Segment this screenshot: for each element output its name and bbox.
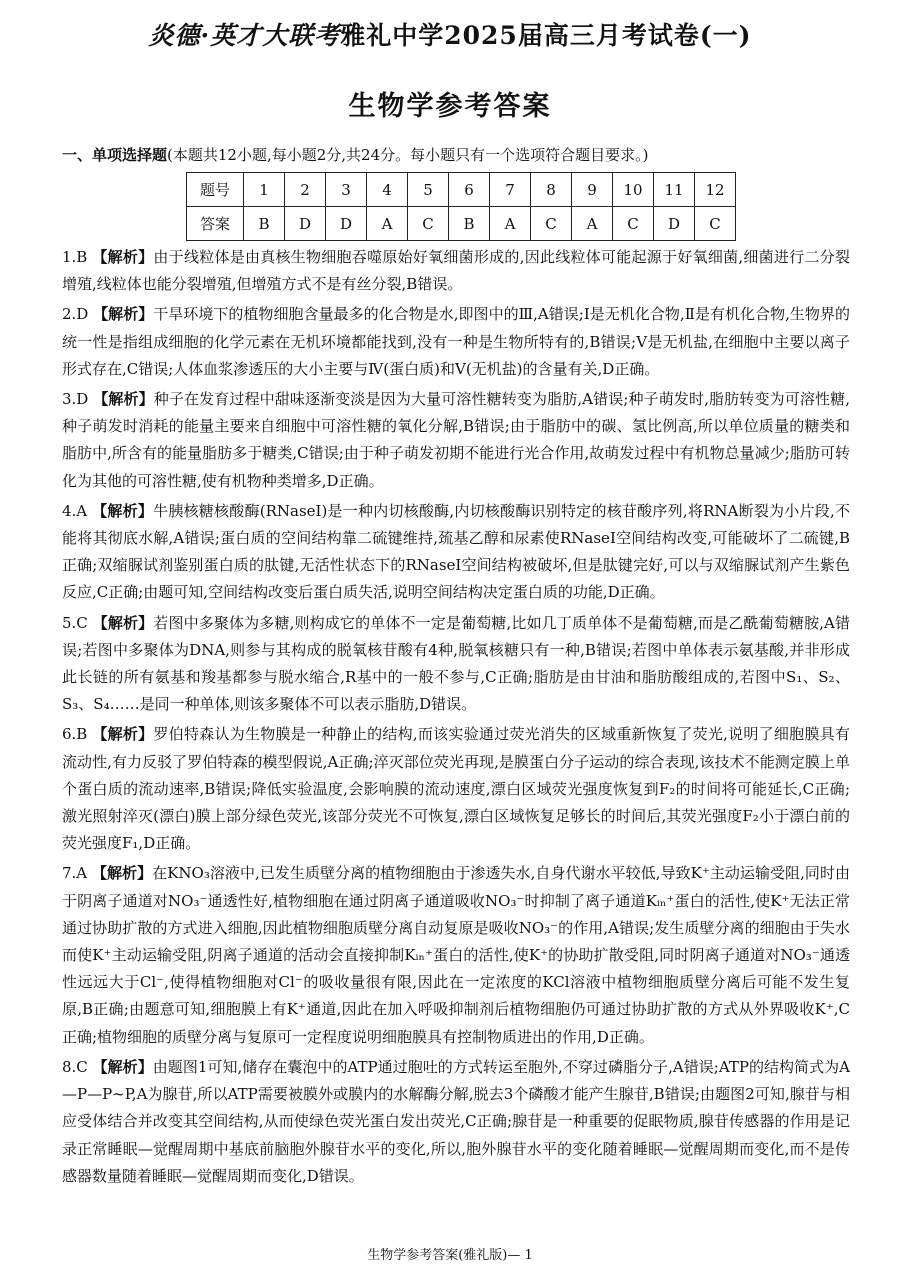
explanation-item [62, 301, 850, 383]
explanation-number: 2.D [62, 305, 89, 324]
explanation-item [62, 498, 850, 607]
exam-header [0, 16, 900, 52]
section-label: 一、单项选择题 [62, 146, 168, 164]
question-number-cell: 8 [531, 173, 572, 207]
explanation-text: 由题图1可知,储存在囊泡中的ATP通过胞吐的方式转运至胞外,不穿过磷脂分子,A错误;ATP的结构简式为A—P—P~P,A为腺苷,所以ATP需要被膜外或膜内的水解酶分解,脱去3个磷酸才能产生腺苷,B错误;由题图2可知,腺苷与相应受体结合并改变其空间结构,从而使绿色荧光蛋白发出荧光,C正确;腺苷是一种重要的促眠物质,腺苷传感器的作用是记录正常睡眠—觉醒周期中基底前脑胞外腺苷水平的变化,所以,胞外腺苷水平的变化随着睡眠—觉醒周期而变化,而不是传感器数量随着睡眠—觉醒周期而变化,D错误。 [62, 1057, 850, 1185]
explanation-tag: 【解析】 [92, 501, 154, 520]
explanation-item [62, 386, 850, 495]
answer-cell: A [367, 207, 408, 241]
answer-cell: C [531, 207, 572, 241]
question-number-cell: 9 [572, 173, 613, 207]
question-number-cell: 10 [613, 173, 654, 207]
question-number-cell: 3 [326, 173, 367, 207]
row-label-answer: 答案 [187, 207, 244, 241]
explanation-tag: 【解析】 [92, 248, 154, 266]
explanation-number: 1.B [62, 248, 88, 266]
answer-cell: D [326, 207, 367, 241]
answer-row [187, 207, 736, 241]
answer-cell: D [654, 207, 695, 241]
explanation-number: 8.C [62, 1057, 88, 1076]
explanation-tag: 【解析】 [93, 390, 154, 409]
answer-cell: B [449, 207, 490, 241]
question-number-cell: 1 [244, 173, 285, 207]
explanation-text: 干旱环境下的植物细胞含量最多的化合物是水,即图中的Ⅲ,A错误;Ⅰ是无机化合物,Ⅱ是有机化合物,生物界的统一性是指组成细胞的化学元素在无机环境都能找到,没有一种是生物所特有的,B错误;Ⅴ是无机盐,在细胞中主要以离子形式存在,C错误;人体血浆渗透压的大小主要与Ⅳ(蛋白质)和Ⅴ(无机盐)的含量有关,D正确。 [62, 305, 850, 378]
question-number-cell: 6 [449, 173, 490, 207]
answer-cell: B [244, 207, 285, 241]
explanation-text: 由于线粒体是由真核生物细胞吞噬原始好氧细菌形成的,因此线粒体可能起源于好氧细菌,细菌进行二分裂增殖,线粒体也能分裂增殖,但增殖方式不是有丝分裂,B错误。 [62, 248, 850, 294]
question-number-row [187, 173, 736, 207]
question-number-cell: 11 [654, 173, 695, 207]
answer-cell: C [408, 207, 449, 241]
explanation-tag: 【解析】 [92, 725, 154, 744]
answer-table [186, 172, 736, 241]
answer-cell: C [695, 207, 736, 241]
exam-title: 雅礼中学2025届高三月考试卷(一) [340, 21, 752, 50]
answer-cell: A [572, 207, 613, 241]
explanation-text: 种子在发育过程中甜味逐渐变淡是因为大量可溶性糖转变为脂肪,A错误;种子萌发时,脂肪转变为可溶性糖,种子萌发时消耗的能量主要来自细胞中可溶性糖的氧化分解,B错误;由于脂肪中的碳、氢比例高,所以单位质量的糖类和脂肪中,所含有的能量脂肪多于糖类,C错误;由于种子萌发初期不能进行光合作用,故萌发过程中有机物总量减少;脂肪可转化为其他的可溶性糖,使有机物种类增多,D正确。 [62, 390, 850, 490]
question-number-cell: 4 [367, 173, 408, 207]
explanation-text: 若图中多聚体为多糖,则构成它的单体不一定是葡萄糖,比如几丁质单体不是葡萄糖,而是乙酰葡萄糖胺,A错误;若图中多聚体为DNA,则参与其构成的脱氧核苷酸有4种,脱氧核糖只有一种,B错误;若图中单体表示氨基酸,并非形成此长链的所有氨基和羧基都参与脱水缩合,R基中的一般不参与,C正确;脂肪是由甘油和脂肪酸组成的,若图中S₁、S₂、S₃、S₄……是同一种单体,则该多聚体不可以表示脂肪,D错误。 [62, 613, 850, 714]
row-label-number: 题号 [187, 173, 244, 207]
explanation-tag: 【解析】 [93, 305, 154, 324]
explanation-text: 罗伯特森认为生物膜是一种静止的结构,而该实验通过荧光消失的区域重新恢复了荧光,说明了细胞膜具有流动性,有力反驳了罗伯特森的模型假说,A正确;淬灭部位荧光再现,是膜蛋白分子运动的综合表现,该技术不能测定膜上单个蛋白质的流动速率,B错误;降低实验温度,会影响膜的流动速度,漂白区域荧光强度恢复到F₂的时间将可能延长,C正确;激光照射淬灭(漂白)膜上部分绿色荧光,该部分荧光不可恢复,漂白区域恢复足够长的时间后,其荧光强度F₂小于漂白前的荧光强度F₁,D正确。 [62, 725, 850, 853]
answer-cell: D [285, 207, 326, 241]
explanation-item [62, 610, 850, 719]
explanation-tag: 【解析】 [92, 613, 154, 632]
section-note: (本题共12小题,每小题2分,共24分。每小题只有一个选项符合题目要求。) [167, 146, 649, 164]
question-number-cell: 7 [490, 173, 531, 207]
explanation-number: 7.A [62, 864, 88, 883]
explanation-tag: 【解析】 [91, 864, 153, 883]
question-number-cell: 5 [408, 173, 449, 207]
explanation-tag: 【解析】 [92, 1057, 153, 1076]
explanation-item [62, 721, 850, 857]
explanation-item [62, 1054, 850, 1190]
answer-cell: C [613, 207, 654, 241]
explanation-item [62, 244, 850, 298]
explanation-text: 在KNO₃溶液中,已发生质壁分离的植物细胞由于渗透失水,自身代谢水平较低,导致K⁺主动运输受阻,同时由于阴离子通道对NO₃⁻通透性好,植物细胞在通过阴离子通道吸收NO₃⁻时抑制了离子通道Kᵢₙ⁺蛋白的活性,使K⁺无法正常通过协助扩散的方式进入细胞,因此植物细胞质壁分离自动复原是吸收NO₃⁻的作用,A错误;发生质壁分离的细胞由于失水而使K⁺主动运输受阻,阴离子通道的活动会直接抑制Kᵢₙ⁺蛋白的活性,使K⁺的协助扩散受阻,同时阴离子通道对NO₃⁻通透性远远大于Cl⁻,使得植物细胞对Cl⁻的吸收量很有限,因此在一定浓度的KCl溶液中植物细胞质壁分离后可能不发生复原,B正确;由题意可知,细胞膜上有K⁺通道,因此在加入呼吸抑制剂后植物细胞仍可通过协助扩散的方式从外界吸收K⁺,C正确;植物细胞的质壁分离与复原可一定程度说明细胞膜具有控制物质进出的作用,D正确。 [62, 864, 850, 1046]
answer-cell: A [490, 207, 531, 241]
explanation-list [62, 244, 850, 1193]
explanation-number: 4.A [62, 501, 88, 520]
page-footer: 生物学参考答案(雅礼版)— 1 [367, 1248, 533, 1263]
question-number-cell: 12 [695, 173, 736, 207]
section-heading [62, 144, 862, 165]
explanation-text: 牛胰核糖核酸酶(RNaseI)是一种内切核酸酶,内切核酸酶识别特定的核苷酸序列,将RNA断裂为小片段,不能将其彻底水解,A错误;蛋白质的空间结构靠二硫键维持,巯基乙醇和尿素使RNaseI空间结构改变,可能破坏了二硫键,B正确;双缩脲试剂鉴别蛋白质的肽键,无活性状态下的RNaseI空间结构被破坏,但是肽键完好,可以与双缩脲试剂产生紫色反应,C正确;由题可知,空间结构改变后蛋白质失活,说明空间结构决定蛋白质的功能,D正确。 [62, 501, 850, 602]
explanation-number: 3.D [62, 390, 89, 409]
exam-brand: 炎德·英才大联考 [148, 21, 341, 50]
page-title: 生物学参考答案 [348, 91, 552, 122]
question-number-cell: 2 [285, 173, 326, 207]
explanation-item [62, 860, 850, 1050]
explanation-number: 5.C [62, 613, 88, 632]
explanation-number: 6.B [62, 725, 88, 744]
